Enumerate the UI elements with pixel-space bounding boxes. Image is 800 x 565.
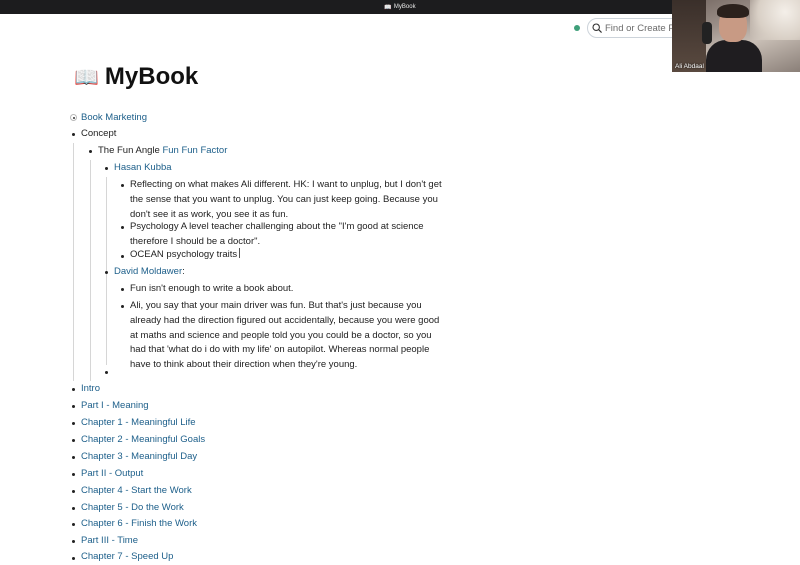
note-text: Fun isn't enough to write a book about. xyxy=(130,283,294,294)
fun-angle-text: The Fun Angle xyxy=(98,145,163,156)
bullet-icon[interactable] xyxy=(121,305,124,308)
bullet-icon[interactable] xyxy=(121,255,124,258)
block-david-note-1[interactable] xyxy=(130,281,293,298)
page-link-chapter-2[interactable]: Chapter 2 - Meaningful Goals xyxy=(81,434,206,445)
page-link-book-marketing[interactable]: Book Marketing xyxy=(81,112,148,123)
block-fun-angle[interactable] xyxy=(98,143,227,160)
bullet-icon[interactable] xyxy=(72,490,75,493)
block-concept[interactable] xyxy=(81,126,116,143)
block-chapter[interactable] xyxy=(81,449,197,466)
page-link-hasan-kubba[interactable]: Hasan Kubba xyxy=(114,162,172,173)
webcam-name: Ali Abdaal xyxy=(675,63,704,70)
note-text: Reflecting on what makes Ali different. HK: I want to unplug, but I don't get the sense that you want to unplug. You can just keep going. Because you don't see it as work, you see it as fun. xyxy=(130,179,442,220)
bullet-icon[interactable] xyxy=(121,288,124,291)
page-title-text: MyBook xyxy=(104,63,199,90)
block-chapter[interactable] xyxy=(81,483,192,500)
block-chapter[interactable] xyxy=(81,500,184,517)
block-empty[interactable] xyxy=(114,364,314,380)
bullet-icon[interactable] xyxy=(72,133,75,136)
bullet-icon[interactable] xyxy=(121,226,124,229)
page-link-chapter-7[interactable]: Chapter 7 - Speed Up xyxy=(81,551,174,562)
bullet-icon[interactable] xyxy=(121,184,124,187)
page-link-part-2[interactable]: Part II - Output xyxy=(81,468,144,479)
bullet-icon[interactable] xyxy=(72,507,75,510)
bullet-icon[interactable] xyxy=(72,388,75,391)
block-chapter[interactable] xyxy=(81,432,205,449)
bullet-icon[interactable] xyxy=(89,150,92,153)
indent-guide-fun-angle xyxy=(90,160,91,381)
bullet-icon[interactable] xyxy=(72,422,75,425)
page-link-chapter-5[interactable]: Chapter 5 - Do the Work xyxy=(81,502,184,513)
concept-text: Concept xyxy=(81,128,117,139)
note-text: Psychology A level teacher challenging about the "I'm good at science therefore I should be a doctor". xyxy=(130,221,424,247)
note-text: Ali, you say that your main driver was fun. But that's just because you already had the direction figured out accidentally, because you were good at maths and science and people told you you could be a doctor, so you had that 'what do i do with my life' on autopilot. Whereas normal people have to think about their direction when they're young. xyxy=(130,300,440,371)
block-david-moldawer[interactable] xyxy=(114,264,185,281)
block-chapter[interactable] xyxy=(81,398,149,415)
block-chapter[interactable] xyxy=(81,466,143,483)
bullet-icon[interactable] xyxy=(72,473,75,476)
collapsed-bullet-icon[interactable] xyxy=(70,114,77,121)
note-text: OCEAN psychology traits xyxy=(130,249,238,260)
bullet-icon[interactable] xyxy=(105,167,108,170)
indent-guide-concept xyxy=(73,143,74,381)
page-link-chapter-3[interactable]: Chapter 3 - Meaningful Day xyxy=(81,451,198,462)
page-link-intro[interactable]: Intro xyxy=(81,383,101,394)
bullet-icon[interactable] xyxy=(72,523,75,526)
block-hasan-note-1[interactable] xyxy=(130,178,442,222)
book-icon: 📖 xyxy=(384,4,392,11)
page-link-david-moldawer[interactable]: David Moldawer xyxy=(114,266,183,277)
window-title: MyBook xyxy=(393,4,416,10)
page-link-chapter-4[interactable]: Chapter 4 - Start the Work xyxy=(81,485,192,496)
page-link-part-1[interactable]: Part I - Meaning xyxy=(81,400,149,411)
bullet-icon[interactable] xyxy=(105,371,108,374)
bullet-icon[interactable] xyxy=(72,456,75,459)
block-chapter[interactable] xyxy=(81,533,138,550)
page-link-part-3[interactable]: Part III - Time xyxy=(81,535,139,546)
david-suffix: : xyxy=(182,266,185,277)
page-link-chapter-6[interactable]: Chapter 6 - Finish the Work xyxy=(81,518,197,529)
bullet-icon[interactable] xyxy=(72,557,75,560)
bullet-icon[interactable] xyxy=(72,405,75,408)
block-hasan-kubba[interactable] xyxy=(114,160,172,177)
block-hasan-note-3[interactable] xyxy=(130,247,240,264)
block-david-note-2[interactable] xyxy=(130,299,442,373)
page-link-chapter-1[interactable]: Chapter 1 - Meaningful Life xyxy=(81,417,196,428)
bullet-icon[interactable] xyxy=(72,540,75,543)
text-cursor xyxy=(239,248,240,258)
block-book-marketing[interactable] xyxy=(81,110,147,127)
block-hasan-note-2[interactable] xyxy=(130,220,442,250)
block-chapter[interactable] xyxy=(81,415,196,432)
bullet-icon[interactable] xyxy=(72,439,75,442)
block-chapter[interactable] xyxy=(81,516,197,533)
bullet-icon[interactable] xyxy=(105,271,108,274)
block-chapter[interactable] xyxy=(81,381,100,398)
book-emoji-icon: 📖 xyxy=(74,66,99,89)
block-chapter[interactable] xyxy=(81,549,173,565)
page-link-fun-fun-factor[interactable]: Fun Fun Factor xyxy=(162,145,228,156)
